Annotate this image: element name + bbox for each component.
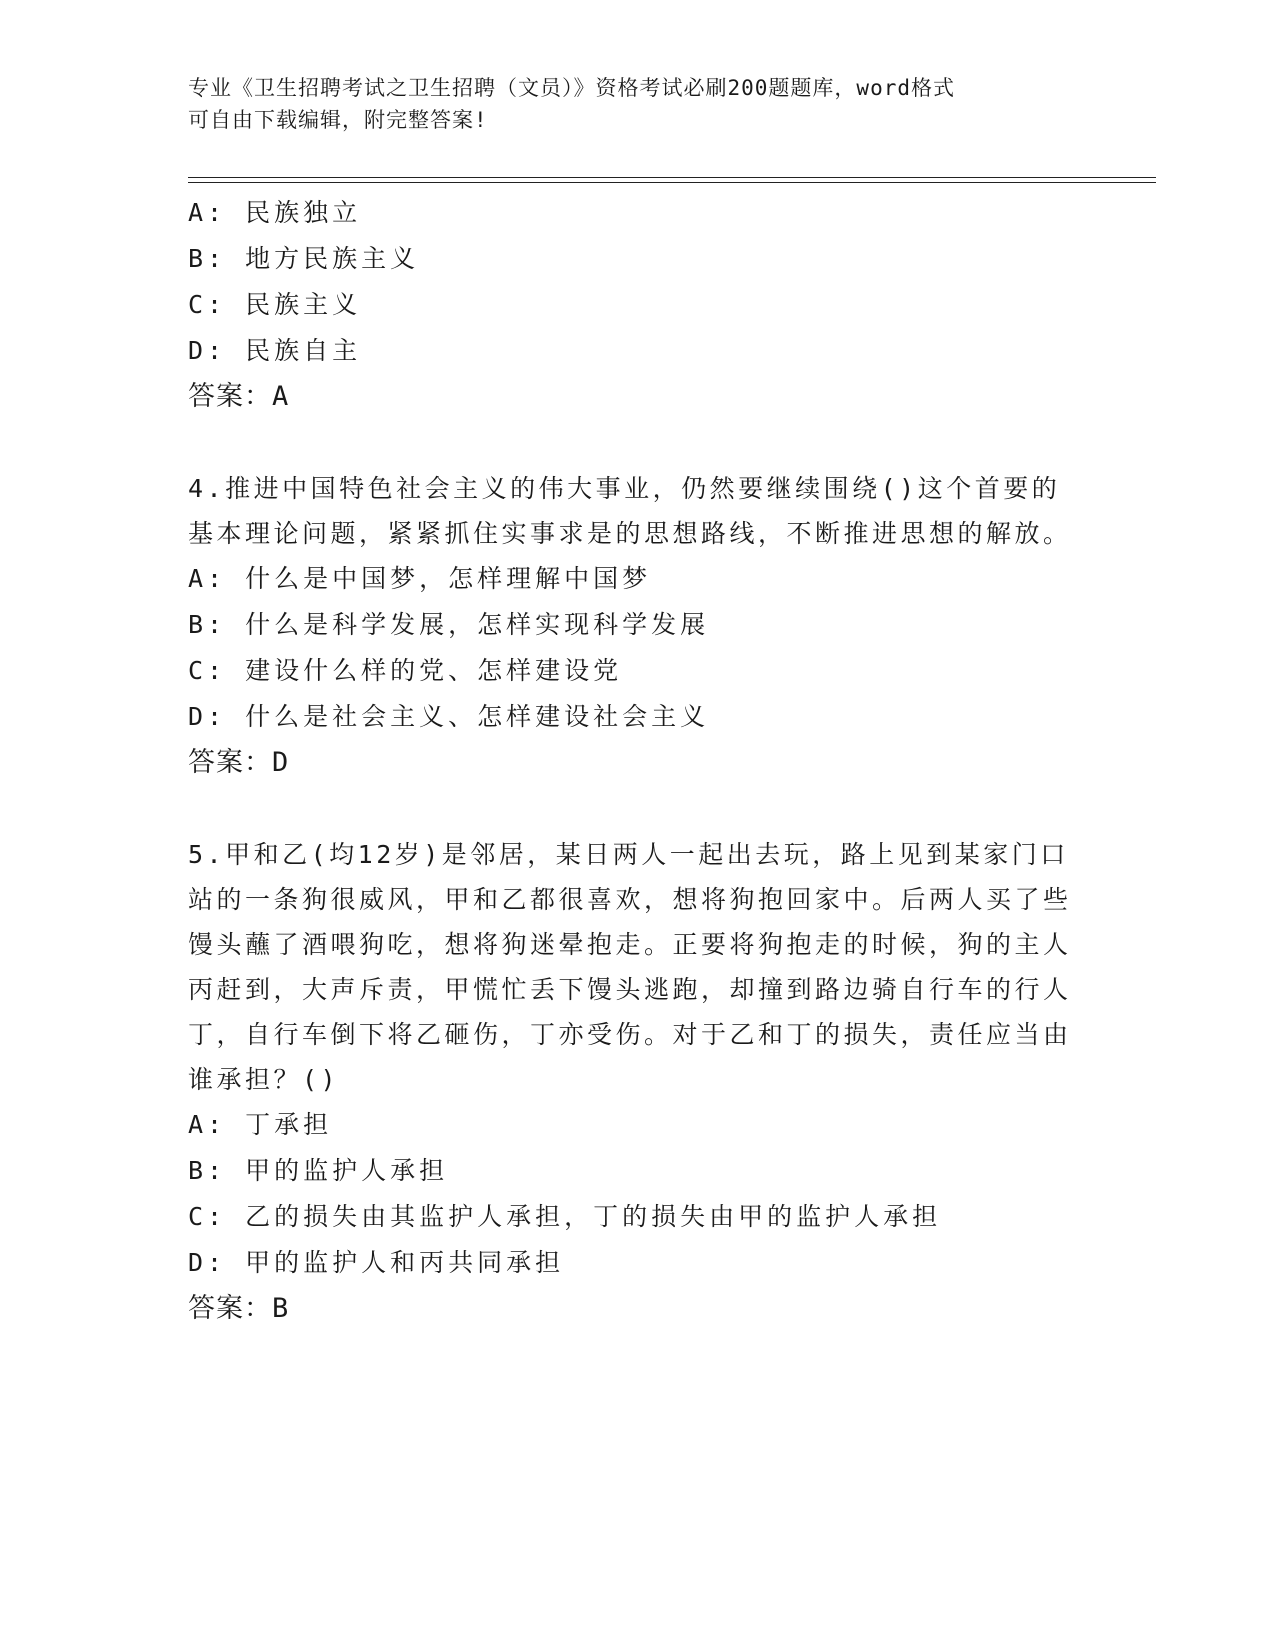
header-line-1: 专业《卫生招聘考试之卫生招聘（文员）》资格考试必刷200题题库，word格式 <box>188 76 955 100</box>
q5-option-b: B: 甲的监护人承担 <box>188 1156 449 1185</box>
q5-option-d: D: 甲的监护人和丙共同承担 <box>188 1248 565 1277</box>
q5-question-text: 5.甲和乙(均12岁)是邻居，某日两人一起出去玩，路上见到某家门口站的一条狗很威风，甲和乙都很喜欢，想将狗抱回家中。后两人买了些馒头蘸了酒喂狗吃，想将狗迷晕抱走。正要将狗抱走的时候，狗的主人丙赶到，大声斥责，甲慌忙丢下馒头逃跑，却撞到路边骑自行车的行人丁，自行车倒下将乙砸伤，丁亦受伤。对于乙和丁的损失，责任应当由谁承担？() <box>188 840 1072 1094</box>
header-rule-top <box>188 177 1156 178</box>
document-body <box>188 190 1088 1332</box>
q3-option-c: C: 民族主义 <box>188 290 362 319</box>
q3-answer: 答案：A <box>188 381 290 412</box>
q4-option-a: A: 什么是中国梦，怎样理解中国梦 <box>188 564 652 593</box>
q4-option-c: C: 建设什么样的党、怎样建设党 <box>188 656 623 685</box>
q4-option-b: B: 什么是科学发展，怎样实现科学发展 <box>188 610 710 639</box>
header-rule-bottom <box>188 182 1156 183</box>
q4-answer: 答案：D <box>188 747 290 778</box>
q4-option-d: D: 什么是社会主义、怎样建设社会主义 <box>188 702 710 731</box>
document-header <box>188 72 1088 136</box>
q4-question-text: 4.推进中国特色社会主义的伟大事业，仍然要继续围绕()这个首要的基本理论问题，紧紧抓住实事求是的思想路线，不断推进思想的解放。 <box>188 474 1072 548</box>
q3-option-d: D: 民族自主 <box>188 336 362 365</box>
question-4-block <box>188 466 1088 786</box>
q3-option-b: B: 地方民族主义 <box>188 244 420 273</box>
header-line-2: 可自由下载编辑，附完整答案! <box>188 108 488 132</box>
q5-answer: 答案：B <box>188 1293 290 1324</box>
q3-option-a: A: 民族独立 <box>188 198 362 227</box>
question-3-block <box>188 190 1088 420</box>
question-5-block <box>188 832 1088 1332</box>
q5-option-a: A: 丁承担 <box>188 1110 333 1139</box>
q5-option-c: C: 乙的损失由其监护人承担，丁的损失由甲的监护人承担 <box>188 1202 942 1231</box>
